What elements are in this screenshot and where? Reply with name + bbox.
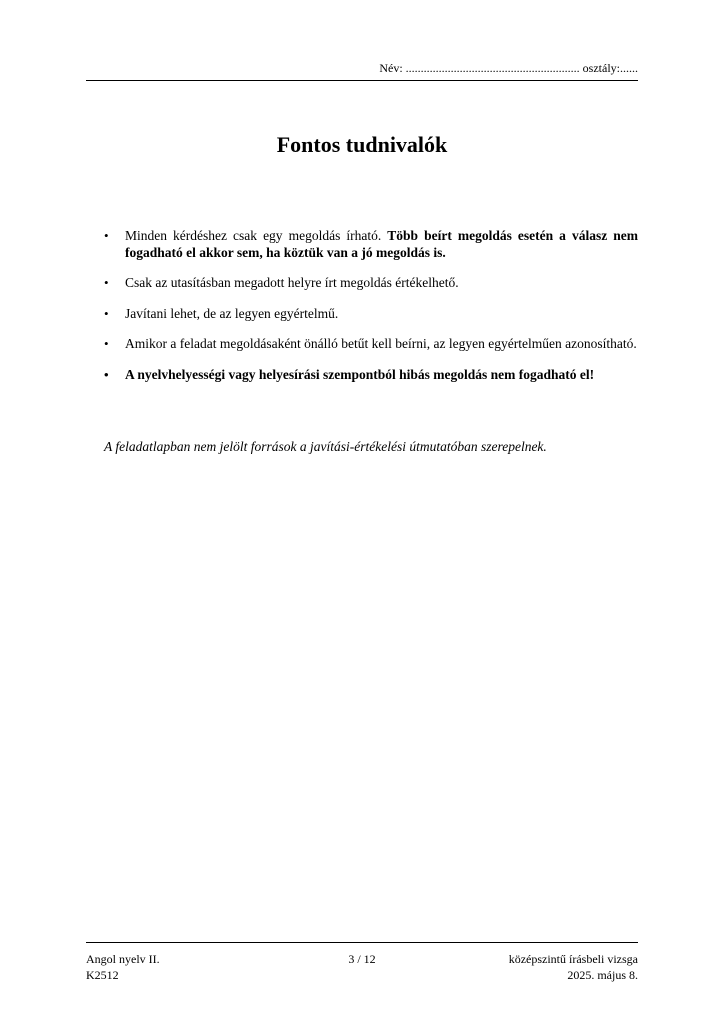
footer-page-number: 3 / 12 bbox=[348, 952, 376, 966]
list-item bbox=[104, 367, 638, 384]
name-field-label: Név: .......................................................... bbox=[379, 61, 580, 75]
bullet-icon: • bbox=[104, 366, 109, 382]
sources-footnote: A feladatlapban nem jelölt források a javítási-értékelési útmutatóban szerepelnek. bbox=[104, 439, 547, 454]
page-title: Fontos tudnivalók bbox=[276, 132, 448, 157]
list-item bbox=[104, 228, 638, 261]
list-item bbox=[104, 275, 638, 292]
important-notes-list bbox=[104, 228, 638, 397]
footer-subject: Angol nyelv II. bbox=[86, 952, 160, 966]
page-footer bbox=[86, 942, 638, 983]
note-text: Amikor a feladat megoldásaként önálló betűt kell beírni, az legyen egyértelműen azonosítható. bbox=[125, 336, 637, 351]
note-text: Minden kérdéshez csak egy megoldás írható. bbox=[125, 228, 388, 243]
note-text-bold: Több beírt megoldás esetén a válasz nem fogadható el akkor sem, ha köztük van a jó megoldás is. bbox=[125, 228, 638, 260]
class-field-label: osztály:...... bbox=[582, 61, 638, 75]
note-text: Csak az utasításban megadott helyre írt megoldás értékelhető. bbox=[125, 275, 459, 290]
footer-code: K2512 bbox=[86, 968, 119, 982]
bullet-icon: • bbox=[104, 336, 109, 351]
list-item bbox=[104, 306, 638, 323]
list-item bbox=[104, 336, 638, 353]
bullet-icon: • bbox=[104, 228, 109, 243]
note-text: Javítani lehet, de az legyen egyértelmű. bbox=[125, 305, 339, 321]
footer-date: 2025. május 8. bbox=[567, 968, 638, 982]
bullet-icon: • bbox=[104, 305, 109, 321]
bullet-icon: • bbox=[104, 275, 109, 290]
page-header bbox=[86, 58, 638, 81]
note-text-bold: A nyelvhelyességi vagy helyesírási szempontból hibás megoldás nem fogadható el! bbox=[125, 366, 595, 382]
footer-exam-level: középszintű írásbeli vizsga bbox=[508, 952, 638, 966]
